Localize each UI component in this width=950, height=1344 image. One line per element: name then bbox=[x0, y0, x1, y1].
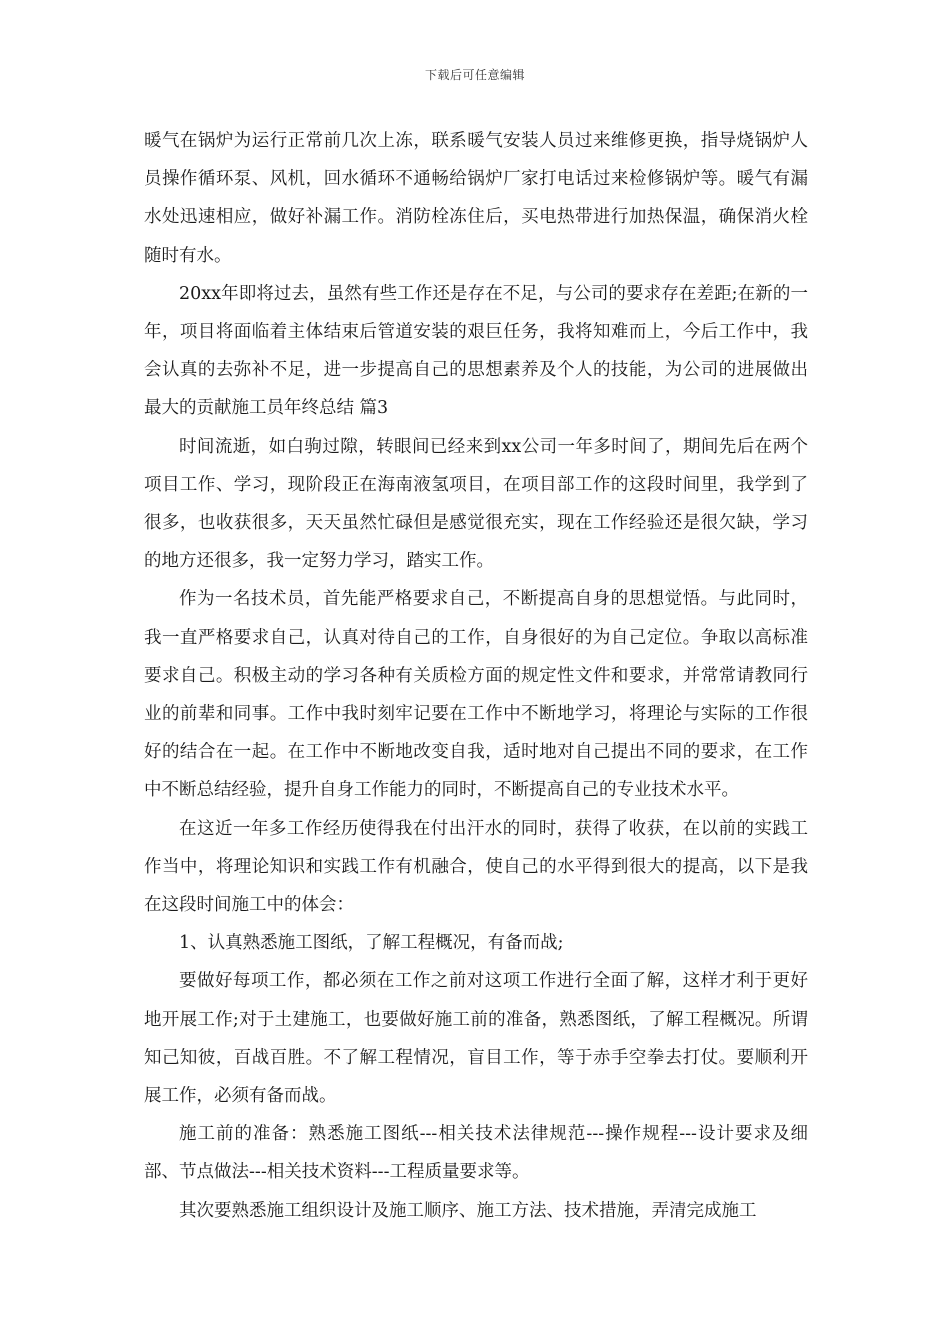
paragraph: 暖气在锅炉为运行正常前几次上冻，联系暖气安装人员过来维修更换，指导烧锅炉人员操作循环泵、风机，回水循环不通畅给锅炉厂家打电话过来检修锅炉等。暖气有漏水处迅速相应，做好补漏工作。消防栓冻住后，买电热带进行加热保温，确保消火栓随时有水。 bbox=[144, 131, 808, 266]
paragraph: 在这近一年多工作经历使得我在付出汗水的同时，获得了收获，在以前的实践工作当中，将理论知识和实践工作有机融合，使自己的水平得到很大的提高，以下是我在这段时间施工中的体会： bbox=[144, 818, 808, 916]
paragraph: 1、认真熟悉施工图纸，了解工程概况，有备而战; bbox=[179, 933, 564, 954]
paragraph: 20xx年即将过去，虽然有些工作还是存在不足，与公司的要求存在差距;在新的一年，项目将面临着主体结束后管道安装的艰巨任务，我将知难而上，今后工作中，我会认真的去弥补不足，进一步提高自己的思想素养及个人的技能，为公司的进展做出最大的贡献施工员年终总结 篇3 bbox=[144, 283, 808, 419]
paragraph: 作为一名技术员，首先能严格要求自己，不断提高自身的思想觉悟。与此同时，我一直严格要求自己，认真对待自己的工作，自身很好的为自己定位。争取以高标准要求自己。积极主动的学习各种有关质检方面的规定性文件和要求，并常常请教同行业的前辈和同事。工作中我时刻牢记要在工作中不断地学习，将理论与实际的工作很好的结合在一起。在工作中不断地改变自我，适时地对自己提出不同的要求，在工作中不断总结经验，提升自身工作能力的同时，不断提高自己的专业技术水平。 bbox=[144, 589, 808, 801]
document-body bbox=[144, 122, 808, 1230]
paragraph: 时间流逝，如白驹过隙，转眼间已经来到xx公司一年多时间了，期间先后在两个项目工作、学习，现阶段正在海南液氢项目，在项目部工作的这段时间里，我学到了很多，也收获很多，天天虽然忙碌但是感觉很充实，现在工作经验还是很欠缺，学习的地方还很多，我一定努力学习，踏实工作。 bbox=[144, 436, 808, 572]
paragraph: 其次要熟悉施工组织设计及施工顺序、施工方法、技术措施，弄清完成施工 bbox=[179, 1200, 757, 1221]
paragraph: 要做好每项工作，都必须在工作之前对这项工作进行全面了解，这样才利于更好地开展工作;对于土建施工，也要做好施工前的准备，熟悉图纸，了解工程概况。所谓知己知彼，百战百胜。不了解工程情况，盲目工作，等于赤手空拳去打仗。要顺利开展工作，必须有备而战。 bbox=[144, 971, 808, 1107]
page-header-note: 下载后可任意编辑 bbox=[424, 68, 525, 82]
paragraph: 施工前的准备：熟悉施工图纸---相关技术法律规范---操作规程---设计要求及细部、节点做法---相关技术资料---工程质量要求等。 bbox=[144, 1124, 808, 1183]
